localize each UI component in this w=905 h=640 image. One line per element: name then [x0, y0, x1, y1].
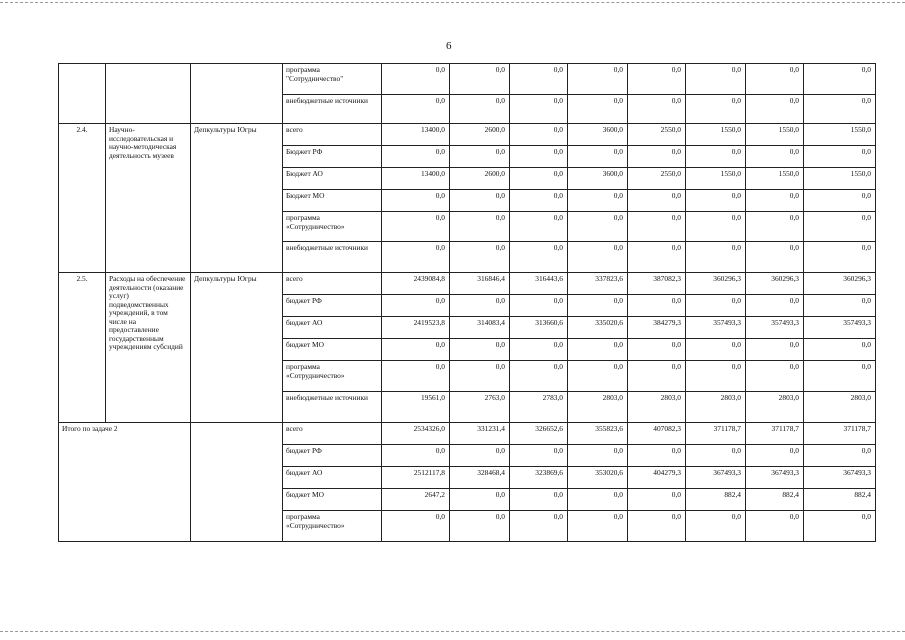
value-cell: 0,0: [746, 212, 804, 242]
funding-source-cell: бюджет МО: [283, 339, 382, 361]
value-cell: 0,0: [628, 212, 686, 242]
value-cell: 0,0: [628, 95, 686, 124]
funding-source-cell: бюджет АО: [283, 467, 382, 489]
value-cell: 0,0: [510, 511, 568, 542]
value-cell: 0,0: [804, 445, 876, 467]
value-cell: 353020,6: [568, 467, 628, 489]
value-cell: 2600,0: [450, 168, 510, 190]
item-number-cell: 2.4.: [59, 124, 106, 273]
value-cell: 0,0: [382, 361, 450, 392]
value-cell: 0,0: [510, 295, 568, 317]
value-cell: 0,0: [804, 295, 876, 317]
executor-cell: Депкультуры Югры: [191, 124, 283, 273]
value-cell: 357493,3: [686, 317, 746, 339]
value-cell: 371178,7: [746, 423, 804, 445]
funding-source-cell: Бюджет РФ: [283, 146, 382, 168]
value-cell: 337823,6: [568, 273, 628, 295]
value-cell: 0,0: [450, 146, 510, 168]
value-cell: 323869,6: [510, 467, 568, 489]
value-cell: 882,4: [746, 489, 804, 511]
item-number-cell: 2.5.: [59, 273, 106, 423]
funding-source-cell: всего: [283, 423, 382, 445]
value-cell: 0,0: [804, 190, 876, 212]
value-cell: 2803,0: [628, 392, 686, 423]
value-cell: 0,0: [746, 190, 804, 212]
value-cell: 0,0: [382, 95, 450, 124]
value-cell: 335020,6: [568, 317, 628, 339]
value-cell: 0,0: [450, 489, 510, 511]
value-cell: 0,0: [746, 242, 804, 273]
value-cell: 331231,4: [450, 423, 510, 445]
value-cell: 0,0: [628, 489, 686, 511]
value-cell: 2600,0: [450, 124, 510, 146]
value-cell: 407082,3: [628, 423, 686, 445]
funding-source-cell: внебюджетные источники: [283, 392, 382, 423]
value-cell: 357493,3: [804, 317, 876, 339]
value-cell: 2439084,8: [382, 273, 450, 295]
item-description-cell: [106, 64, 191, 124]
value-cell: 0,0: [568, 295, 628, 317]
value-cell: 371178,7: [686, 423, 746, 445]
value-cell: 0,0: [746, 361, 804, 392]
value-cell: 371178,7: [804, 423, 876, 445]
value-cell: 0,0: [568, 361, 628, 392]
value-cell: 0,0: [804, 511, 876, 542]
value-cell: 328468,4: [450, 467, 510, 489]
value-cell: 0,0: [510, 124, 568, 146]
funding-source-cell: программа «Сотрудничество»: [283, 361, 382, 392]
value-cell: 2803,0: [804, 392, 876, 423]
value-cell: 0,0: [686, 95, 746, 124]
value-cell: 0,0: [450, 190, 510, 212]
value-cell: 0,0: [382, 242, 450, 273]
value-cell: 0,0: [382, 511, 450, 542]
value-cell: 357493,3: [746, 317, 804, 339]
funding-source-cell: Бюджет АО: [283, 168, 382, 190]
funding-source-cell: программа "Сотрудничество": [283, 64, 382, 95]
value-cell: 0,0: [450, 361, 510, 392]
value-cell: 0,0: [568, 146, 628, 168]
value-cell: 0,0: [804, 64, 876, 95]
value-cell: 0,0: [686, 511, 746, 542]
funding-source-cell: всего: [283, 273, 382, 295]
value-cell: 0,0: [686, 212, 746, 242]
value-cell: 0,0: [510, 489, 568, 511]
scan-top-edge: [0, 2, 905, 4]
value-cell: 0,0: [382, 445, 450, 467]
value-cell: 2783,0: [510, 392, 568, 423]
value-cell: 384279,3: [628, 317, 686, 339]
value-cell: 2534326,0: [382, 423, 450, 445]
value-cell: 0,0: [746, 64, 804, 95]
executor-cell: [191, 64, 283, 124]
value-cell: 0,0: [568, 242, 628, 273]
budget-table: [58, 63, 876, 542]
value-cell: 1550,0: [746, 124, 804, 146]
value-cell: 1550,0: [804, 168, 876, 190]
value-cell: 0,0: [628, 64, 686, 95]
value-cell: 0,0: [628, 146, 686, 168]
value-cell: 0,0: [804, 361, 876, 392]
value-cell: 0,0: [510, 168, 568, 190]
funding-source-cell: внебюджетные источники: [283, 242, 382, 273]
executor-cell: Депкультуры Югры: [191, 273, 283, 423]
value-cell: 0,0: [382, 339, 450, 361]
value-cell: 0,0: [686, 361, 746, 392]
funding-source-cell: внебюджетные источники: [283, 95, 382, 124]
value-cell: 0,0: [568, 339, 628, 361]
table-row: [59, 124, 876, 146]
value-cell: 19561,0: [382, 392, 450, 423]
value-cell: 0,0: [686, 64, 746, 95]
value-cell: 0,0: [746, 445, 804, 467]
value-cell: 2512117,8: [382, 467, 450, 489]
value-cell: 13400,0: [382, 124, 450, 146]
value-cell: 0,0: [686, 339, 746, 361]
value-cell: 0,0: [568, 64, 628, 95]
value-cell: 2763,0: [450, 392, 510, 423]
value-cell: 367493,3: [746, 467, 804, 489]
value-cell: 0,0: [568, 489, 628, 511]
value-cell: 0,0: [450, 212, 510, 242]
value-cell: 0,0: [628, 242, 686, 273]
value-cell: 0,0: [382, 190, 450, 212]
value-cell: 0,0: [568, 95, 628, 124]
value-cell: 0,0: [510, 146, 568, 168]
value-cell: 0,0: [686, 190, 746, 212]
value-cell: 316443,6: [510, 273, 568, 295]
value-cell: 0,0: [804, 95, 876, 124]
total-label: Итого по задаче 2: [59, 423, 191, 542]
value-cell: 0,0: [510, 212, 568, 242]
value-cell: 0,0: [568, 445, 628, 467]
value-cell: 0,0: [382, 295, 450, 317]
table-row: [59, 64, 876, 95]
value-cell: 0,0: [382, 212, 450, 242]
value-cell: 0,0: [510, 361, 568, 392]
value-cell: 0,0: [746, 295, 804, 317]
item-description-cell: Научно-исследовательская и научно-методическая деятельность музеев: [106, 124, 191, 273]
value-cell: 2419523,8: [382, 317, 450, 339]
funding-source-cell: бюджет МО: [283, 489, 382, 511]
value-cell: 0,0: [804, 212, 876, 242]
value-cell: 0,0: [450, 295, 510, 317]
funding-source-cell: бюджет РФ: [283, 295, 382, 317]
value-cell: 0,0: [510, 190, 568, 212]
value-cell: 0,0: [510, 64, 568, 95]
value-cell: 0,0: [450, 64, 510, 95]
value-cell: 0,0: [628, 511, 686, 542]
value-cell: 314083,4: [450, 317, 510, 339]
funding-source-cell: программа «Сотрудничество»: [283, 212, 382, 242]
item-number-cell: [59, 64, 106, 124]
value-cell: 1550,0: [804, 124, 876, 146]
value-cell: 0,0: [746, 95, 804, 124]
value-cell: 2803,0: [686, 392, 746, 423]
value-cell: 2803,0: [568, 392, 628, 423]
value-cell: 360296,3: [804, 273, 876, 295]
value-cell: 360296,3: [686, 273, 746, 295]
funding-source-cell: бюджет АО: [283, 317, 382, 339]
value-cell: 2803,0: [746, 392, 804, 423]
value-cell: 0,0: [746, 511, 804, 542]
value-cell: 0,0: [686, 242, 746, 273]
value-cell: 0,0: [510, 242, 568, 273]
value-cell: 882,4: [686, 489, 746, 511]
funding-source-cell: программа «Сотрудничество»: [283, 511, 382, 542]
value-cell: 316846,4: [450, 273, 510, 295]
value-cell: 0,0: [450, 242, 510, 273]
value-cell: 0,0: [568, 511, 628, 542]
executor-cell: [191, 423, 283, 542]
value-cell: 2550,0: [628, 124, 686, 146]
value-cell: 0,0: [510, 445, 568, 467]
value-cell: 404279,3: [628, 467, 686, 489]
value-cell: 0,0: [628, 361, 686, 392]
value-cell: 1550,0: [686, 124, 746, 146]
value-cell: 3600,0: [568, 124, 628, 146]
value-cell: 355823,6: [568, 423, 628, 445]
value-cell: 0,0: [382, 146, 450, 168]
value-cell: 0,0: [686, 295, 746, 317]
item-description-cell: Расходы на обеспечение деятельности (оказание услуг) подведомственных учреждений, в том числе на предоставление государственным учреждениям субсидий: [106, 273, 191, 423]
value-cell: 360296,3: [746, 273, 804, 295]
value-cell: 0,0: [628, 295, 686, 317]
value-cell: 0,0: [382, 64, 450, 95]
value-cell: 0,0: [686, 146, 746, 168]
value-cell: 0,0: [450, 445, 510, 467]
page-number: 6: [446, 40, 452, 52]
value-cell: 2647,2: [382, 489, 450, 511]
value-cell: 367493,3: [686, 467, 746, 489]
value-cell: 0,0: [746, 339, 804, 361]
value-cell: 0,0: [628, 445, 686, 467]
value-cell: 2550,0: [628, 168, 686, 190]
funding-source-cell: всего: [283, 124, 382, 146]
value-cell: 387082,3: [628, 273, 686, 295]
value-cell: 0,0: [804, 146, 876, 168]
value-cell: 326652,6: [510, 423, 568, 445]
value-cell: 882,4: [804, 489, 876, 511]
value-cell: 13400,0: [382, 168, 450, 190]
funding-source-cell: бюджет РФ: [283, 445, 382, 467]
value-cell: 367493,3: [804, 467, 876, 489]
value-cell: 0,0: [628, 190, 686, 212]
value-cell: 0,0: [804, 242, 876, 273]
table-row: [59, 423, 876, 445]
value-cell: 0,0: [686, 445, 746, 467]
value-cell: 1550,0: [686, 168, 746, 190]
value-cell: 313660,6: [510, 317, 568, 339]
value-cell: 1550,0: [746, 168, 804, 190]
value-cell: 0,0: [450, 95, 510, 124]
scan-bottom-edge: [0, 631, 905, 633]
value-cell: 0,0: [568, 212, 628, 242]
value-cell: 0,0: [804, 339, 876, 361]
funding-source-cell: Бюджет МО: [283, 190, 382, 212]
value-cell: 0,0: [746, 146, 804, 168]
value-cell: 0,0: [450, 511, 510, 542]
value-cell: 3600,0: [568, 168, 628, 190]
value-cell: 0,0: [510, 95, 568, 124]
value-cell: 0,0: [568, 190, 628, 212]
value-cell: 0,0: [510, 339, 568, 361]
table-row: [59, 273, 876, 295]
value-cell: 0,0: [628, 339, 686, 361]
value-cell: 0,0: [450, 339, 510, 361]
